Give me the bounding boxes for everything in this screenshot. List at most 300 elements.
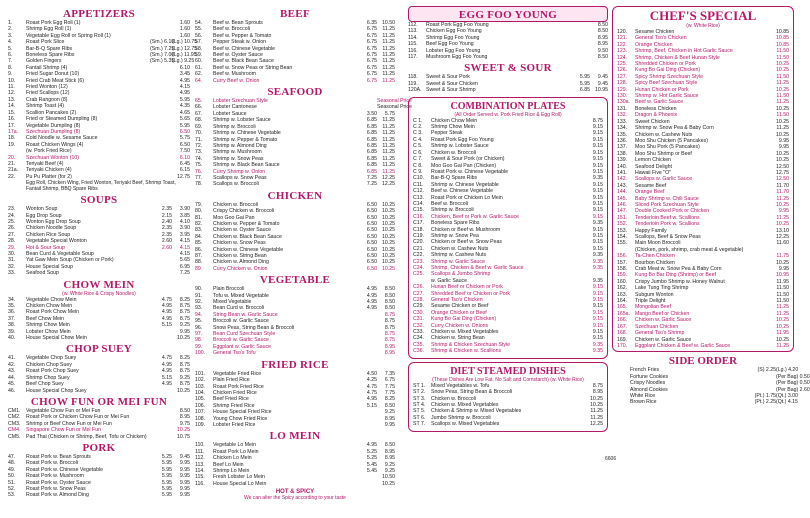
item-price-qt: 8.50 <box>384 442 395 449</box>
item-price-qt: 9.25 <box>384 467 395 474</box>
item-price-pt: 5.45 <box>366 461 377 468</box>
item-number: C 9. <box>413 168 423 175</box>
item-name: Roast Pork w. Mushroom <box>26 473 84 480</box>
item-name: General Tso's Chicken <box>635 35 687 42</box>
item-number: 140. <box>617 163 628 170</box>
item-price-qt: 10.25 <box>776 317 789 324</box>
item-name: Mixed Vegetables w. Tofu <box>431 382 490 389</box>
item-price-pt <box>355 350 377 356</box>
item-name: Chicken Fried Rice <box>213 389 257 396</box>
item-price-qt: 4.10 <box>179 218 190 225</box>
item-name: Bean Curd Szechuan Style <box>213 331 276 338</box>
item-number: 144. <box>617 189 628 196</box>
item-number: 160. <box>617 278 628 285</box>
item-price-pt: 4.95 <box>366 286 377 293</box>
item-price-qt: 6.50 <box>179 141 190 148</box>
item-number: 41. <box>8 355 16 362</box>
item-number: 96. <box>195 324 203 331</box>
item-price-qt: 9.95 <box>179 466 190 473</box>
item-price-qt: 10.25 <box>382 201 395 208</box>
item-name: Vegetable Lo Mein <box>213 442 256 449</box>
item-name: Lake Tung Ting Shrimp <box>635 285 689 292</box>
item-price-pt: 4.95 <box>366 292 377 299</box>
item-price-qt: 8.95 <box>597 41 608 48</box>
item-price-qt: 11.25 <box>382 168 395 175</box>
item-price-qt: 9.35 <box>592 277 603 284</box>
item-number: 34. <box>8 296 16 303</box>
item-number: C 3. <box>413 130 423 137</box>
item-number: C25. <box>413 271 424 278</box>
item-price-pt: 2.35 <box>161 225 172 232</box>
item-number: C21. <box>413 245 424 252</box>
item-price-qt: 11.25 <box>382 155 395 162</box>
menu-item <box>195 266 395 272</box>
item-name: Beef w. Broccoli <box>213 26 250 33</box>
item-price-qt: 10.85 <box>776 29 789 35</box>
item-number: 104. <box>195 389 206 396</box>
item-price-qt: 9.15 <box>592 303 603 310</box>
column-1 <box>8 6 198 499</box>
item-price-qt: 6.10 <box>179 154 190 161</box>
item-number: C23. <box>413 258 424 265</box>
item-price-pt: 2.35 <box>161 206 172 213</box>
item-number: 4. <box>8 39 13 46</box>
item-price-pt: 5.25 <box>161 453 172 460</box>
item-number: 120. <box>617 29 628 35</box>
item-name: Brown Rice <box>630 399 657 406</box>
item-price-qt: 8.25 <box>179 355 190 362</box>
item-name: Moo Shu Shrimp or Beef <box>635 150 692 157</box>
item-name: Moo Goo Gai Pan (Chicken) <box>431 162 497 169</box>
diet-list <box>413 383 603 428</box>
item-price-qt: 11.25 <box>382 77 395 84</box>
item-name: Beef w. Broccoli <box>431 200 468 207</box>
diet-box <box>408 362 608 432</box>
diet-title: DIET STEAMED DISHES <box>450 365 566 377</box>
item-price-qt: 12.25 <box>382 181 395 188</box>
item-price-qt: 9.25 <box>384 461 395 468</box>
item-number: 129. <box>617 86 628 93</box>
item-name: Mango Beef or Chicken <box>635 310 690 317</box>
item-number: C11. <box>413 181 424 188</box>
item-name: Crab Meat w. Snow Pea & Baby Corn <box>635 266 722 273</box>
item-price-qt: 7.75 <box>384 383 395 390</box>
item-number: 17a. <box>8 128 19 135</box>
item-price-qt: 11.25 <box>382 39 395 46</box>
item-number: CM3. <box>8 420 21 427</box>
vegetable-title: VEGETABLE <box>259 274 331 287</box>
item-price-qt: 11.25 <box>776 99 789 106</box>
item-number: 157. <box>617 259 628 266</box>
item-name: Mixed Vegetable <box>213 299 252 306</box>
chow-fun-list <box>8 408 190 440</box>
item-price-qt: 11.25 <box>382 52 395 59</box>
item-name: House Special Soup <box>26 263 74 270</box>
item-price-qt: 8.50 <box>179 407 190 414</box>
item-name: Fantail Shrimp (4) <box>26 64 68 71</box>
menu-item <box>8 335 190 341</box>
item-number: 152. <box>617 221 628 228</box>
item-number: 102. <box>195 377 206 384</box>
item-number: C15. <box>413 207 424 214</box>
item-price-qt: (Qt.) 3.00 <box>776 392 798 399</box>
item-name: Shrimp w. Chinese Vegetable <box>213 130 281 137</box>
item-number: 120A. <box>408 87 422 94</box>
item-name: Beef w. Chinese Vegetable <box>213 45 276 52</box>
item-price-qt: 8.95 <box>384 448 395 455</box>
item-price-pt: 6.50 <box>366 233 377 240</box>
chicken-list <box>195 202 395 272</box>
item-name: Subgum Wonton <box>635 291 674 298</box>
item-price-pt: 4.75 <box>366 389 377 396</box>
item-price-pt <box>355 481 377 487</box>
item-number: 98. <box>195 337 203 344</box>
item-price-qt: 10.25 <box>590 395 603 402</box>
vegetable-list <box>195 286 395 356</box>
item-name: Shrimp w. Broccoli <box>431 207 474 214</box>
item-price-qt: 9.45 <box>179 453 190 460</box>
item-name: Szechuan Wonton (10) <box>26 154 79 161</box>
item-name: Roast Pork Egg Foo Young <box>431 136 494 143</box>
item-name: Shrimp Fried Rice <box>213 402 255 409</box>
item-price-pt: 6.50 <box>366 265 377 272</box>
item-price-pt: 5.95 <box>161 460 172 467</box>
item-price-pt: (Sm.) 7.25 <box>150 45 175 52</box>
item-name: Shrimp Lo Mein <box>213 467 250 474</box>
item-number: C17. <box>413 220 424 227</box>
item-number: 111. <box>195 448 205 455</box>
item-price-qt: 4.15 <box>179 244 190 251</box>
item-name: Chicken or Beef w. Snow Peas <box>431 239 502 246</box>
item-number: 10. <box>8 77 16 84</box>
item-price-qt: (Lg.) 12.75 <box>172 45 198 52</box>
item-number: 79. <box>195 201 203 208</box>
item-price-qt: 11.50 <box>776 112 789 119</box>
item-number: 83. <box>195 227 203 234</box>
menu-item <box>195 78 395 84</box>
item-price-qt: 9.15 <box>592 188 603 195</box>
item-name: Curry Beef w. Onion <box>213 77 260 84</box>
item-price-qt: 11.70 <box>776 182 789 189</box>
item-price-qt: 11.25 <box>382 32 395 39</box>
item-name: Chicken w. Cashew Nuts <box>431 245 489 252</box>
item-number: 141. <box>617 169 628 176</box>
item-price-pt: 6.85 <box>366 117 377 124</box>
page-number: 6606 <box>605 456 617 462</box>
item-number: CM2. <box>8 414 21 421</box>
item-number: C20. <box>413 239 424 246</box>
item-price-qt: 11.50 <box>776 73 789 80</box>
item-number: 115. <box>408 41 418 48</box>
item-price-qt: 3.45 <box>179 71 190 78</box>
item-number: 135. <box>617 131 628 138</box>
item-price-qt: (Lg.) 10.75 <box>172 39 198 46</box>
item-price-qt: 10.25 <box>776 323 789 330</box>
item-number: 143. <box>617 182 628 189</box>
chow-mein-list <box>8 297 190 342</box>
item-name: Chicken w. String Bean <box>431 335 485 342</box>
item-number: 91. <box>195 292 203 299</box>
item-name: Vegetable Chow Mein <box>26 296 77 303</box>
item-name: Shrimp w. Chinese Vegetable <box>431 181 499 188</box>
item-price-pt: 4.95 <box>161 309 172 316</box>
item-name: Fortune Cookies <box>630 373 669 380</box>
item-price-qt: 9.35 <box>592 258 603 265</box>
menu-item <box>612 399 798 406</box>
item-name: Shrimp w. Broccoli <box>213 123 256 130</box>
item-number: 155. <box>617 240 628 247</box>
item-number: 47. <box>8 453 16 460</box>
item-price-qt: 9.95 <box>778 208 789 215</box>
item-price-pt: (Sm.) 5.35 <box>150 58 175 65</box>
item-price-qt: 6.75 <box>384 377 395 384</box>
item-name: Orange Chicken <box>635 41 673 48</box>
item-name: Lemon Chicken <box>635 157 672 164</box>
item-name: Teriyaki Beef (4) <box>26 160 64 167</box>
item-number: 113. <box>408 28 418 35</box>
item-price-qt: 9.25 <box>384 409 395 416</box>
item-number: 58. <box>195 45 203 52</box>
item-name: Shrimp w. Black Bean Sauce <box>213 162 280 169</box>
item-number: 29. <box>8 244 16 251</box>
item-price-qt: 9.15 <box>592 284 603 291</box>
item-price-qt: 10.25 <box>382 214 395 221</box>
item-number: 44. <box>8 374 16 381</box>
item-number: 71. <box>195 136 203 143</box>
item-name: Shredded Beef or Chicken or Pork <box>431 290 511 297</box>
item-name: Shrimp or Beef Chow Fun or Mei Fun <box>26 420 112 427</box>
item-price-pt: (Sm.) 7.00 <box>150 52 175 59</box>
item-price-pt: 5.95 <box>161 485 172 492</box>
appetizers-list <box>8 20 198 180</box>
chow-fun-title: CHOW FUN OR MEI FUN <box>30 395 168 408</box>
soups-title: SOUPS <box>80 194 118 207</box>
item-price-pt: (Pt.) 1.75 <box>754 392 776 399</box>
item-number: 13. <box>8 96 16 103</box>
item-number: 62. <box>195 71 203 78</box>
item-price-qt: 11.25 <box>382 64 395 71</box>
item-name: Lobster Sauce <box>213 110 247 117</box>
item-price-qt: 9.45 <box>597 74 608 81</box>
item-price-pt: 6.85 <box>366 162 377 169</box>
item-number: 59. <box>195 52 203 59</box>
item-price-qt: 11.60 <box>776 240 789 247</box>
item-price-pt: 2.35 <box>161 231 172 238</box>
item-name: Shrimp, Chicken & Beef w. Garlic Sauce <box>431 265 524 271</box>
item-price-qt: 10.25 <box>776 105 789 112</box>
item-price-pt: 5.15 <box>366 402 377 409</box>
item-price-qt: 1.60 <box>179 20 190 26</box>
item-number: ST 5. <box>413 408 426 415</box>
side-list <box>612 367 810 406</box>
item-number: 19. <box>8 141 16 148</box>
item-number: 125. <box>617 61 628 68</box>
item-price-qt: 11.50 <box>776 285 789 292</box>
item-number: 20. <box>8 154 16 161</box>
soups-list <box>8 206 190 276</box>
item-name: Singapore Chow Fun or Mei Fun <box>26 427 101 434</box>
chop-suey-title: CHOP SUEY <box>66 343 132 356</box>
item-price-qt: 9.75 <box>179 420 190 427</box>
item-name: Orange Beef <box>635 189 665 196</box>
item-number: 116. <box>408 47 418 54</box>
item-name: Vegetable Special Wonton <box>26 238 87 245</box>
chef-special-box <box>612 6 794 352</box>
item-name: Ta-Chen Chicken <box>635 253 675 260</box>
item-price-pt: 7.25 <box>366 174 377 181</box>
item-number: 121. <box>617 35 628 42</box>
hot-spicy-note: We can alter the Spicy according to your taste <box>244 495 346 502</box>
item-price-pt: 6.85 <box>366 130 377 137</box>
item-name: Roast Chicken Wings (4) <box>26 141 84 148</box>
item-name: Fried Scallops (12) <box>26 90 70 97</box>
item-price-qt: 12.25 <box>776 234 789 240</box>
item-number: 40. <box>8 335 16 342</box>
item-name: Chicken Chop Suey <box>26 361 72 368</box>
item-price-qt: 11.25 <box>776 195 789 202</box>
beef-title: BEEF <box>280 8 310 20</box>
item-name: Plain Fried Rice <box>213 377 250 384</box>
item-name: Wonton Egg Drop Soup <box>26 218 81 225</box>
item-number: 116. <box>195 480 205 487</box>
item-name: Fried Sugar Donut (10) <box>26 71 80 78</box>
item-number: 88. <box>195 259 203 266</box>
item-price-qt: 11.25 <box>776 342 789 349</box>
item-number: 8. <box>8 64 13 71</box>
item-number: 89. <box>195 265 203 272</box>
item-name: Roast Pork w. Snow Peas <box>26 485 86 492</box>
item-number: 26. <box>8 225 16 232</box>
item-name: Roast Pork Chow Mein <box>26 309 80 316</box>
item-number: 114. <box>408 34 418 41</box>
item-name: Sesame Chicken <box>635 29 675 35</box>
item-name: Shrimp w. Cashew Nuts <box>431 252 487 259</box>
item-price-qt: 9.15 <box>592 322 603 329</box>
sweet-sour-list <box>408 74 608 93</box>
item-price-qt: (Lg.) 4.20 <box>776 367 799 374</box>
item-number: 55. <box>195 26 203 33</box>
item-price-qt: 10.25 <box>776 157 789 164</box>
item-name: Sweet Chicken <box>635 118 670 125</box>
item-name: Lobster Egg Foo Young <box>426 47 481 54</box>
menu-item <box>413 348 603 354</box>
item-price-pt: 7.25 <box>366 181 377 188</box>
item-number: 147. <box>617 208 628 215</box>
item-name: Hot & Sour Soup <box>26 244 65 251</box>
item-price-qt: 9.15 <box>592 207 603 214</box>
item-price-qt: 11.25 <box>776 80 789 87</box>
item-price-pt: 6.50 <box>366 208 377 215</box>
item-name: Boneless Chicken <box>635 105 677 112</box>
item-price-qt: 11.70 <box>776 189 789 196</box>
item-name: Broccoli w. Garlic Sauce <box>213 337 269 344</box>
item-number: 85. <box>195 240 203 247</box>
item-name: Shrimp w. Lobster Sauce <box>213 117 271 124</box>
item-price-qt: 11.25 <box>382 149 395 156</box>
item-name: Roast Pork or Chicken Lo Mein <box>431 194 503 201</box>
item-name: Shrimp Egg Roll (1) <box>26 26 72 33</box>
item-number: 131. <box>617 105 628 112</box>
item-price-qt: 4.15 <box>179 238 190 245</box>
item-name: Fried Wonton (12) <box>26 84 68 91</box>
item-number: 117. <box>408 54 418 61</box>
item-number: 146. <box>617 201 628 208</box>
item-price-qt: 8.95 <box>384 415 395 422</box>
item-price-qt: 9.15 <box>592 316 603 323</box>
item-price-qt: 9.15 <box>592 162 603 169</box>
item-name: Eggplant Chicken & Beef w. Garlic Sauce <box>635 342 731 349</box>
item-name: Crab Rangoon (8) <box>26 96 68 103</box>
item-name: Bean Curd & Vegetable Soup <box>26 251 94 257</box>
item-name: Scallops w. Snow Peas <box>213 174 267 181</box>
item-price-pt: 3.50 <box>366 110 377 117</box>
item-name: Double Cooked Pork or Chicken <box>635 208 710 215</box>
chop-suey-list <box>8 355 190 393</box>
item-name: Chicken Egg Foo Young <box>426 28 482 35</box>
item-price-qt: (Lg.) 9.25 <box>172 58 195 65</box>
item-number: 56. <box>195 32 203 39</box>
item-price-pt: 4.95 <box>161 315 172 322</box>
item-number: C19. <box>413 232 424 239</box>
item-name: Chicken w. Broccoli <box>431 149 476 156</box>
item-name: Beef w. Chinese Vegetable <box>431 188 494 195</box>
item-name: Chicken Chow Mein <box>431 117 478 124</box>
item-name: General Tso's Chicken <box>431 297 483 304</box>
menu-item <box>413 421 603 427</box>
item-price-qt: 8.75 <box>384 311 395 318</box>
item-name: (Chicken, pork, shrimp, crab meat & vegetable) <box>635 246 744 253</box>
item-price-qt: 8.50 <box>597 22 608 28</box>
item-number: 82. <box>195 220 203 227</box>
item-name: Shrimp w. Mushroom <box>213 149 262 156</box>
item-price-pt: 6.50 <box>366 220 377 227</box>
item-number: 32. <box>8 263 16 270</box>
item-price-qt: 11.50 <box>776 291 789 298</box>
item-price-pt <box>749 343 771 349</box>
item-price-qt: 11.25 <box>590 408 603 415</box>
item-price-qt: 9.95 <box>179 485 190 492</box>
item-name: General Tso's Tofu <box>213 350 256 357</box>
item-name: Pepper Steak w. Onion <box>213 39 267 46</box>
item-price-qt: 9.95 <box>384 421 395 428</box>
item-name: Szechuan Chicken <box>635 323 679 330</box>
item-price-pt: 4.95 <box>366 305 377 312</box>
item-number: ST 3. <box>413 395 426 402</box>
item-number: 132. <box>617 112 628 119</box>
item-number: 92. <box>195 299 203 306</box>
item-name: Roast Pork w. Bean Sprouts <box>26 453 91 460</box>
item-name: Chicken Lo Mein <box>213 455 252 462</box>
item-price-qt: 5.65 <box>179 257 190 264</box>
menu-item <box>617 343 789 349</box>
item-number: 28. <box>8 238 16 245</box>
item-price-qt: 5.65 <box>179 116 190 123</box>
item-name: (w. Pork Fried Rice) <box>26 148 72 155</box>
item-price-qt: 9.95 <box>778 137 789 144</box>
fried-rice-list <box>195 371 395 429</box>
item-price-qt: 10.25 <box>177 335 190 342</box>
item-number: 57. <box>195 39 203 46</box>
item-number: 46. <box>8 387 16 394</box>
item-price-qt: 8.50 <box>384 286 395 293</box>
item-price-pt: 6.50 <box>366 259 377 266</box>
item-name: House Special Fried Rice <box>213 409 272 416</box>
item-name: Lobster Chow Mein <box>26 328 71 335</box>
column-3 <box>408 6 608 432</box>
item-name: w. Garlic Sauce <box>431 277 468 284</box>
item-name: Moo Shu Chicken (5 Pancakes) <box>635 137 708 144</box>
item-price-qt: 10.25 <box>776 61 789 68</box>
